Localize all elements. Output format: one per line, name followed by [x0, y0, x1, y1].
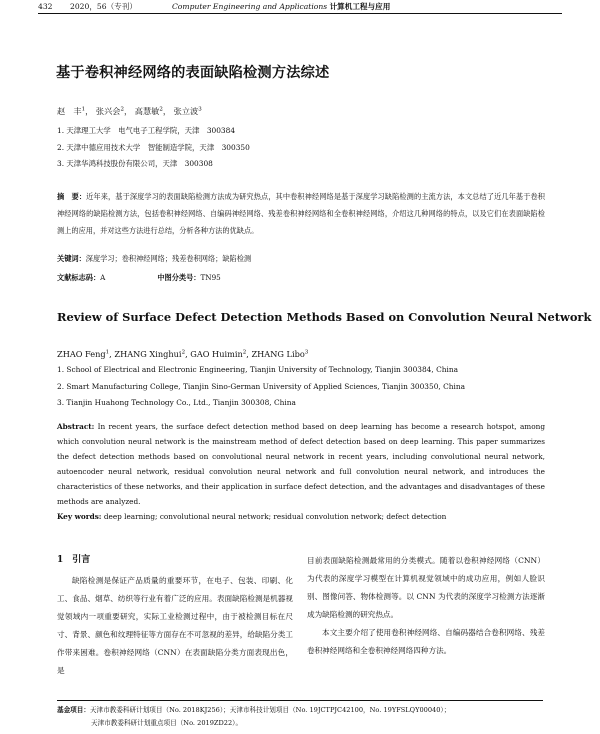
abstract-cn-label: 摘 要： [57, 192, 87, 201]
abstract-cn-text: 近年来，基于深度学习的表面缺陷检测方法成为研究热点，其中卷积神经网络是基于深度学习缺陷检测的主流方法，本文总结了近几年基于卷积神经网络的缺陷检测方法，包括卷积神经网络、自编码神经网络、残差卷积神经网络和全卷积神经网络，介绍这几种网络的特点，以及它们在表面缺陷检测上的应用，并对这些方法进行总结，分析各种方法的优缺点。 [57, 192, 545, 235]
funding-footnote: 基金项目：天津市教委科研计划项目（No. 2018KJ256）；天津市科技计划项目（No. 19JCTPJC42100，No. 19YFSLQY00040）； 天津市教委科研计划重点项目（No. 2019ZD22）。 [57, 706, 451, 727]
author: 赵 丰 [57, 106, 82, 116]
classification-cn: 文献标志码：A 中图分类号：TN95 [57, 273, 221, 282]
paragraph: 本文主要介绍了使用卷积神经网络、自编码器结合卷积网络、残差卷积神经网络和全卷积神经网络四种方法。 [307, 628, 545, 655]
affiliation-cn-2: 2. 天津中德应用技术大学 智能制造学院，天津 300350 [57, 143, 250, 152]
authors-en: ZHAO Feng$^1$, ZHANG Xinghui$^2$, GAO Huimin$^2$, ZHANG Libo$^3$ [57, 349, 309, 359]
author: 张立波 [173, 106, 199, 116]
affiliation-en-3: 3. Tianjin Huahong Technology Co., Ltd., Tianjin 300308, China [57, 398, 296, 407]
authors-cn: 赵 丰$^1$， 张兴会$^2$， 高慧敏$^2$， 张立波$^3$ [57, 106, 202, 116]
journal-name: Computer Engineering and Applications 计算机工程与应用 [172, 2, 391, 11]
year-volume: 2020，56（专刊） [70, 2, 137, 11]
affiliation-en-1: 1. School of Electrical and Electronic Engineering, Tianjin University of Technology, Tianjin 300384, China [57, 365, 459, 374]
abstract-cn [57, 188, 545, 239]
title-cn: 基于卷积神经网络的表面缺陷检测方法综述 [56, 65, 330, 81]
title-en: Review of Surface Defect Detection Methods Based on Convolution Neural Network [57, 310, 592, 324]
abstract-en: Abstract: In recent years, the surface defect detection method based on deep learning has become a research hotspot, among which convolution neural network is the mainstream method of defect detection based on deep learning. This paper summarizes the defect detection methods based on convolutional neural network in recent years, including convolutional neural network, autoencoder neural network, residual convolution neural network and full convolution neural network, and introduces the characteristics of these networks, and their application in surface defect detection, and the advantages and disadvantages of these methods are analyzed. [57, 422, 545, 507]
affiliation-en-2: 2. Smart Manufacturing College, Tianjin Sino-German University of Applied Sciences, Tianjin 300350, China [57, 382, 466, 391]
author: 高慧敏 [134, 106, 160, 116]
header-rule [38, 13, 562, 14]
section-heading: 1 引言 [57, 555, 91, 565]
keywords-cn: 关键词：深度学习；卷积神经网络；残差卷积网络；缺陷检测 [57, 254, 252, 263]
paragraph: 目前表面缺陷检测最常用的分类模式。随着以卷积神经网络（CNN）为代表的深度学习模型在计算机视觉领域中的成功应用，例如人脸识别、图像问答、物体检测等。以 CNN 为代表的深度学习检测方法逐渐成为缺陷检测的研究热点。 [307, 556, 545, 619]
running-header [0, 0, 600, 14]
author: 张兴会 [95, 106, 121, 116]
affiliation-cn-1: 1. 天津理工大学 电气电子工程学院，天津 300384 [57, 126, 236, 135]
body-column-left: 缺陷检测是保证产品质量的重要环节，在电子、包装、印刷、化工、食品、烟草、纺织等行业有着广泛的应用。表面缺陷检测是机器视觉领域内一项重要研究，实际工业检测过程中，由于被检测目标在尺寸、背景、颜色和纹理特征等方面存在不可忽视的差异，给缺陷分类工作带来困难。卷积神经网络（CNN）在表面缺陷分类方面表现出色，是 [57, 576, 293, 675]
keywords-en: Key words: deep learning; convolutional neural network; residual convolution network; defect detection [57, 512, 447, 521]
page-number: 432 [38, 2, 53, 11]
affiliation-cn-3: 3. 天津华鸿科技股份有限公司，天津 300308 [57, 159, 213, 168]
body-column-right [307, 552, 545, 660]
footnote-rule [57, 700, 543, 701]
